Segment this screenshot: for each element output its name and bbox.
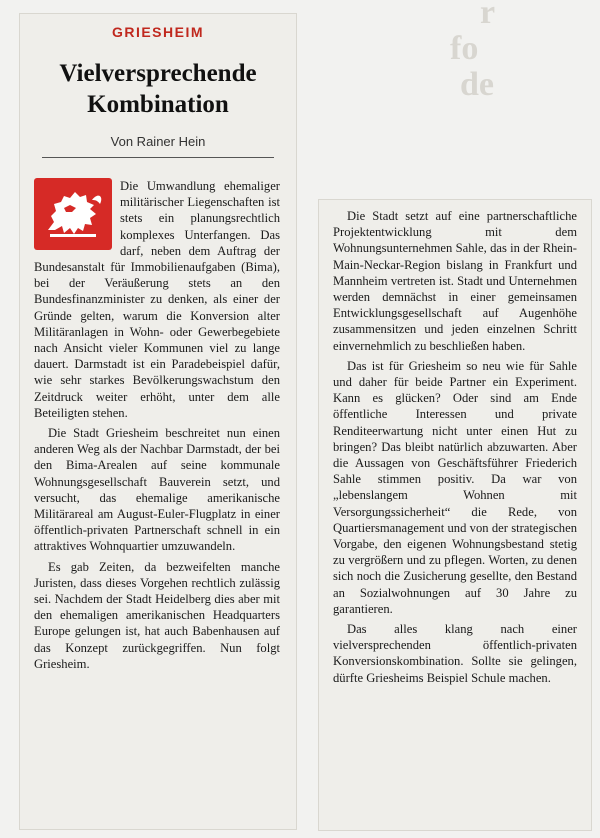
paragraph: Die Stadt setzt auf eine partnerschaftliche Projektentwicklung mit dem Wohnungsunternehmen Sahle, das in der Rhein-Main-Neckar-Region bislang in Frankfurt und Mannheim vertreten ist. Stadt und Unternehmen werden demnächst in einer gemeinsamen Entwicklungsgesellschaft auf Augenhöhe zusammensitzen und jeden einzelnen Schritt einvernehmlich zu beschließen haben.	[333, 209, 577, 353]
paragraph: Die Stadt Griesheim beschreitet nun einen anderen Weg als der Nachbar Darmstadt, der bei den Bima-Arealen auf seine kommunale Wohnungsgesellschaft Bauverein setzt, und versucht, das ehemalige amerikanische Militärareal am August-Euler-Flugplatz in einer öffentlich-privaten Partnerschaft schnell in ein attraktives Wohnquartier umzuwandeln.	[34, 426, 280, 554]
divider	[42, 157, 274, 158]
paragraph: Es gab Zeiten, da bezweifelten manche Juristen, dass dieses Vorgehen rechtlich zulässig sei. Nachdem der Stadt Heidelberg dies aber mit den ehemaligen amerikanischen Headquarters Europe gelungen ist, hat auch Babenhausen auf das Konzept zurückgegriffen. Nun folgt Griesheim.	[34, 559, 280, 671]
article-column-right	[333, 208, 577, 690]
article-clipping-left	[20, 14, 296, 829]
article-column-left	[34, 178, 280, 676]
paragraph: Das ist für Griesheim so neu wie für Sahle und daher für beide Partner ein Experiment. Kann es glücken? Oder sind am Ende öffentliche Interessen und private Renditeerwartung nicht unter einen Hut zu bringen? Das bleibt natürlich abzuwarten. Aber die Aussagen von Geschäftsführer Friederich Sahle stimmen positiv. Da war von „lebenslangem Wohnen mit Versorgungssicherheit“ die Rede, von Quartiersmanagement und von der strategischen Vorgabe, den eigenen Wohnungsbestand stetig zu vergrößern und zu pflegen. Worten, zu denen sich noch die Zusicherung gesellte, den Bestand an Sozialwohnungen auf 30 Jahre zu garantieren.	[333, 358, 577, 616]
article-clipping-right	[319, 200, 591, 830]
hessian-lion-crest-icon	[34, 178, 112, 250]
section-label: GRIESHEIM	[111, 24, 205, 40]
headline	[20, 58, 296, 120]
headline-line-1: Vielversprechende	[59, 60, 257, 87]
headline-line-2: Kombination	[87, 91, 229, 118]
paragraph: Das alles klang nach einer vielversprechenden öffentlich-privaten Konversionskombination. Sollte sie gelingen, dürfte Griesheims Beispiel Schule machen.	[333, 622, 577, 685]
crest-container	[34, 178, 114, 252]
byline: Von Rainer Hein	[110, 134, 206, 149]
paragraph: Die Umwandlung ehemaliger militärischer Liegenschaften ist stets ein planungsrechtlich komplexes Unterfangen. Das darf, neben dem Auftrag der Bundesanstalt für Immobilienaufgaben (Bima), bei der Veräußerung stets an den Bundesfinanzminister zu denken, als einer der Gründe gelten, warum die Konversion alter Militäranlagen in Wohn- oder Gewerbegebiete nach Ansicht vieler Kommunen viel zu lange dauert. Darmstadt ist ein Paradebeispiel dafür, wie sehr starkes Bevölkerungswachstum den Zeitdruck weiter erhöht, unter dem alle Beteiligten stehen.	[34, 179, 280, 420]
bleed-through-print: r fo de	[450, 0, 496, 103]
